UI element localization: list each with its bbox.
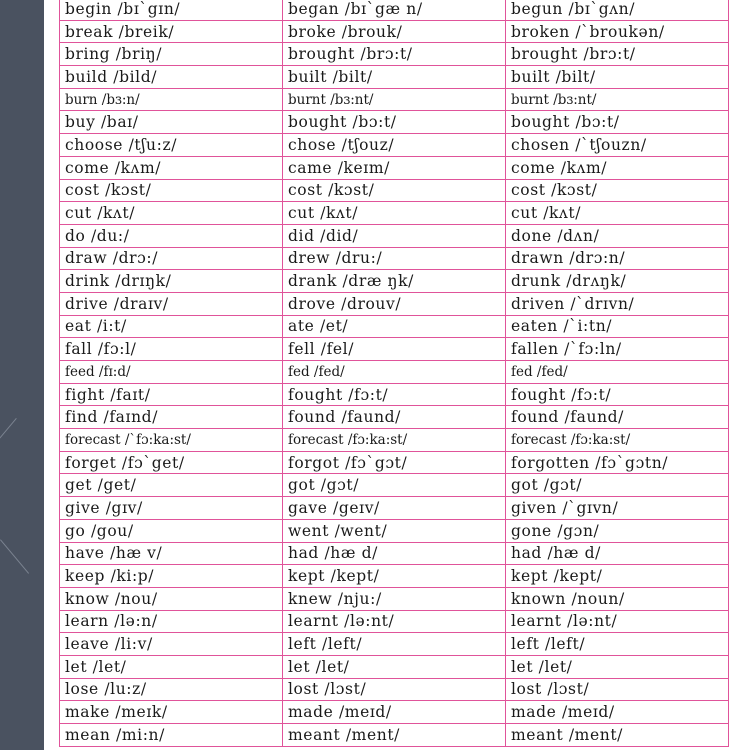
- table-row: [60, 474, 729, 497]
- past-simple-cell: fought /fɔ:t/: [283, 383, 506, 406]
- background-decoration-line: [0, 418, 17, 446]
- base-form-cell: come /kʌm/: [60, 156, 283, 179]
- past-participle-cell: forgotten /fɔˋgɔtn/: [506, 451, 729, 474]
- past-participle-cell: cost /kɔst/: [506, 179, 729, 202]
- table-row: [60, 179, 729, 202]
- base-form-cell: get /get/: [60, 474, 283, 497]
- past-participle-cell: broken /ˋbroukən/: [506, 20, 729, 43]
- past-participle-cell: meant /ment/: [506, 724, 729, 747]
- base-form-cell: find /faɪnd/: [60, 406, 283, 429]
- past-participle-cell: drunk /drʌŋk/: [506, 270, 729, 293]
- past-participle-cell: drawn /drɔ:n/: [506, 247, 729, 270]
- past-participle-cell: kept /kept/: [506, 565, 729, 588]
- table-row: [60, 202, 729, 225]
- table-row: [60, 315, 729, 338]
- base-form-cell: do /du:/: [60, 224, 283, 247]
- past-participle-cell: fought /fɔ:t/: [506, 383, 729, 406]
- table-row: [60, 429, 729, 452]
- past-simple-cell: forecast /fɔ:ka:st/: [283, 429, 506, 452]
- past-participle-cell: made /meɪd/: [506, 701, 729, 724]
- base-form-cell: begin /bɪˋgɪn/: [60, 0, 283, 20]
- table-row: [60, 247, 729, 270]
- past-simple-cell: came /keɪm/: [283, 156, 506, 179]
- base-form-cell: burn /bɜ:n/: [60, 88, 283, 111]
- base-form-cell: learn /lə:n/: [60, 610, 283, 633]
- base-form-cell: choose /tʃu:z/: [60, 134, 283, 157]
- table-row: [60, 587, 729, 610]
- document-page: [44, 0, 750, 750]
- past-simple-cell: cost /kɔst/: [283, 179, 506, 202]
- past-participle-cell: gone /gɔn/: [506, 519, 729, 542]
- base-form-cell: draw /drɔ:/: [60, 247, 283, 270]
- past-participle-cell: built /bilt/: [506, 66, 729, 89]
- table-row: [60, 383, 729, 406]
- past-simple-cell: meant /ment/: [283, 724, 506, 747]
- past-participle-cell: got /gɔt/: [506, 474, 729, 497]
- past-simple-cell: knew /nju:/: [283, 587, 506, 610]
- past-simple-cell: found /faund/: [283, 406, 506, 429]
- base-form-cell: build /bild/: [60, 66, 283, 89]
- past-participle-cell: fallen /ˋfɔ:ln/: [506, 338, 729, 361]
- table-row: [60, 156, 729, 179]
- base-form-cell: buy /baɪ/: [60, 111, 283, 134]
- base-form-cell: forecast /ˋfɔ:ka:st/: [60, 429, 283, 452]
- past-simple-cell: chose /tʃouz/: [283, 134, 506, 157]
- past-simple-cell: forgot /fɔˋgɔt/: [283, 451, 506, 474]
- past-simple-cell: did /did/: [283, 224, 506, 247]
- table-row: [60, 519, 729, 542]
- base-form-cell: feed /fɪ:d/: [60, 361, 283, 384]
- past-participle-cell: chosen /ˋtʃouzn/: [506, 134, 729, 157]
- past-simple-cell: let /let/: [283, 655, 506, 678]
- table-row: [60, 88, 729, 111]
- table-row: [60, 0, 729, 20]
- table-row: [60, 610, 729, 633]
- table-row: [60, 565, 729, 588]
- past-participle-cell: done /dʌn/: [506, 224, 729, 247]
- past-simple-cell: lost /lɔst/: [283, 678, 506, 701]
- past-participle-cell: forecast /fɔ:ka:st/: [506, 429, 729, 452]
- past-simple-cell: had /hæ d/: [283, 542, 506, 565]
- past-participle-cell: left /left/: [506, 633, 729, 656]
- table-row: [60, 633, 729, 656]
- past-simple-cell: broke /brouk/: [283, 20, 506, 43]
- table-row: [60, 224, 729, 247]
- past-simple-cell: drove /drouv/: [283, 292, 506, 315]
- past-simple-cell: went /went/: [283, 519, 506, 542]
- past-simple-cell: bought /bɔ:t/: [283, 111, 506, 134]
- table-row: [60, 361, 729, 384]
- past-participle-cell: bought /bɔ:t/: [506, 111, 729, 134]
- table-row: [60, 134, 729, 157]
- past-simple-cell: drank /dræ ŋk/: [283, 270, 506, 293]
- past-simple-cell: learnt /lə:nt/: [283, 610, 506, 633]
- past-simple-cell: fed /fed/: [283, 361, 506, 384]
- past-participle-cell: known /noun/: [506, 587, 729, 610]
- base-form-cell: give /gɪv/: [60, 497, 283, 520]
- table-row: [60, 497, 729, 520]
- past-participle-cell: let /let/: [506, 655, 729, 678]
- base-form-cell: make /meɪk/: [60, 701, 283, 724]
- table-row: [60, 292, 729, 315]
- past-simple-cell: built /bilt/: [283, 66, 506, 89]
- past-simple-cell: cut /kʌt/: [283, 202, 506, 225]
- past-participle-cell: cut /kʌt/: [506, 202, 729, 225]
- table-row: [60, 20, 729, 43]
- base-form-cell: lose /lu:z/: [60, 678, 283, 701]
- base-form-cell: know /nou/: [60, 587, 283, 610]
- base-form-cell: have /hæ v/: [60, 542, 283, 565]
- irregular-verbs-table: [59, 0, 729, 747]
- background-decoration-line: [0, 539, 29, 573]
- base-form-cell: cost /kɔst/: [60, 179, 283, 202]
- past-simple-cell: ate /et/: [283, 315, 506, 338]
- past-participle-cell: had /hæ d/: [506, 542, 729, 565]
- past-participle-cell: fed /fed/: [506, 361, 729, 384]
- base-form-cell: forget /fɔˋget/: [60, 451, 283, 474]
- table-row: [60, 270, 729, 293]
- table-row: [60, 542, 729, 565]
- past-simple-cell: began /bɪˋgæ n/: [283, 0, 506, 20]
- past-participle-cell: come /kʌm/: [506, 156, 729, 179]
- base-form-cell: drink /drɪŋk/: [60, 270, 283, 293]
- past-simple-cell: gave /geɪv/: [283, 497, 506, 520]
- base-form-cell: bring /briŋ/: [60, 43, 283, 66]
- table-row: [60, 678, 729, 701]
- base-form-cell: break /breik/: [60, 20, 283, 43]
- table-row: [60, 655, 729, 678]
- base-form-cell: eat /i:t/: [60, 315, 283, 338]
- past-simple-cell: burnt /bɜ:nt/: [283, 88, 506, 111]
- past-participle-cell: begun /bɪˋgʌn/: [506, 0, 729, 20]
- past-participle-cell: lost /lɔst/: [506, 678, 729, 701]
- table-row: [60, 111, 729, 134]
- table-row: [60, 724, 729, 747]
- base-form-cell: leave /li:v/: [60, 633, 283, 656]
- base-form-cell: mean /mi:n/: [60, 724, 283, 747]
- base-form-cell: cut /kʌt/: [60, 202, 283, 225]
- table-row: [60, 66, 729, 89]
- past-simple-cell: drew /dru:/: [283, 247, 506, 270]
- table-row: [60, 406, 729, 429]
- past-simple-cell: made /meɪd/: [283, 701, 506, 724]
- past-participle-cell: brought /brɔ:t/: [506, 43, 729, 66]
- table-row: [60, 451, 729, 474]
- base-form-cell: fall /fɔ:l/: [60, 338, 283, 361]
- base-form-cell: keep /ki:p/: [60, 565, 283, 588]
- past-participle-cell: eaten /ˋi:tn/: [506, 315, 729, 338]
- table-row: [60, 701, 729, 724]
- past-simple-cell: got /gɔt/: [283, 474, 506, 497]
- past-simple-cell: left /left/: [283, 633, 506, 656]
- past-simple-cell: fell /fel/: [283, 338, 506, 361]
- base-form-cell: let /let/: [60, 655, 283, 678]
- past-participle-cell: found /faund/: [506, 406, 729, 429]
- table-row: [60, 43, 729, 66]
- past-participle-cell: driven /ˋdrɪvn/: [506, 292, 729, 315]
- base-form-cell: drive /draɪv/: [60, 292, 283, 315]
- past-participle-cell: given /ˋgɪvn/: [506, 497, 729, 520]
- past-participle-cell: learnt /lə:nt/: [506, 610, 729, 633]
- past-simple-cell: brought /brɔ:t/: [283, 43, 506, 66]
- past-participle-cell: burnt /bɜ:nt/: [506, 88, 729, 111]
- table-row: [60, 338, 729, 361]
- base-form-cell: fight /faɪt/: [60, 383, 283, 406]
- past-simple-cell: kept /kept/: [283, 565, 506, 588]
- base-form-cell: go /gou/: [60, 519, 283, 542]
- irregular-verbs-table-body: [60, 0, 729, 746]
